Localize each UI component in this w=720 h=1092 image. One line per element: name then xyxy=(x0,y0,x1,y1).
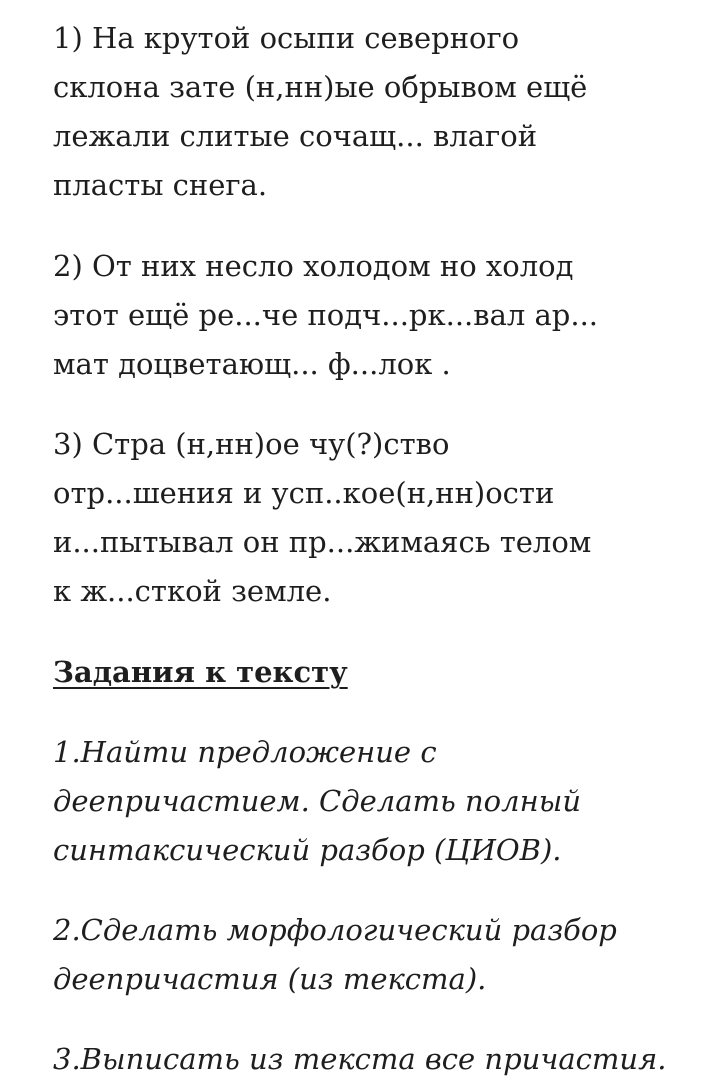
task-2 xyxy=(53,906,703,1004)
tasks-heading: Задания к тексту xyxy=(53,655,348,689)
task-1-line-1: 1.Найти предложение с xyxy=(53,735,437,769)
task-1 xyxy=(53,728,703,875)
sentence-2-line-2: этот ещё ре...че подч...рк...вал ар... xyxy=(53,298,599,332)
task-2-line-1: 2.Сделать морфологический разбор xyxy=(53,913,617,947)
sentence-3-line-3: и...пытывал он пр...жимаясь телом xyxy=(53,525,592,559)
task-3-line-1: 3.Выписать из текста все причастия. xyxy=(53,1042,667,1076)
task-3 xyxy=(53,1035,703,1084)
task-1-line-3: синтаксический разбор (ЦИОВ). xyxy=(53,833,562,867)
sentence-1-line-3: лежали слитые сочащ... влагой xyxy=(53,119,538,153)
task-2-line-2: деепричастия (из текста). xyxy=(53,962,487,996)
task-1-line-2: деепричастием. Сделать полный xyxy=(53,784,582,818)
sentence-1-line-1: 1) На крутой осыпи северного xyxy=(53,21,520,55)
sentence-2 xyxy=(53,242,693,389)
sentence-1-line-2: склона зате (н,нн)ые обрывом ещё xyxy=(53,70,588,104)
sentence-3-line-1: 3) Стра (н,нн)ое чу(?)ство xyxy=(53,427,450,461)
sentence-1 xyxy=(53,14,693,210)
sentence-3-line-2: отр...шения и усп..кое(н,нн)ости xyxy=(53,476,555,510)
sentence-1-line-4: пласты снега. xyxy=(53,168,268,202)
sentence-3 xyxy=(53,420,693,616)
sentence-2-line-1: 2) От них несло холодом но холод xyxy=(53,249,574,283)
sentence-3-line-4: к ж...сткой земле. xyxy=(53,574,332,608)
sentence-2-line-3: мат доцветающ... ф...лок . xyxy=(53,347,451,381)
